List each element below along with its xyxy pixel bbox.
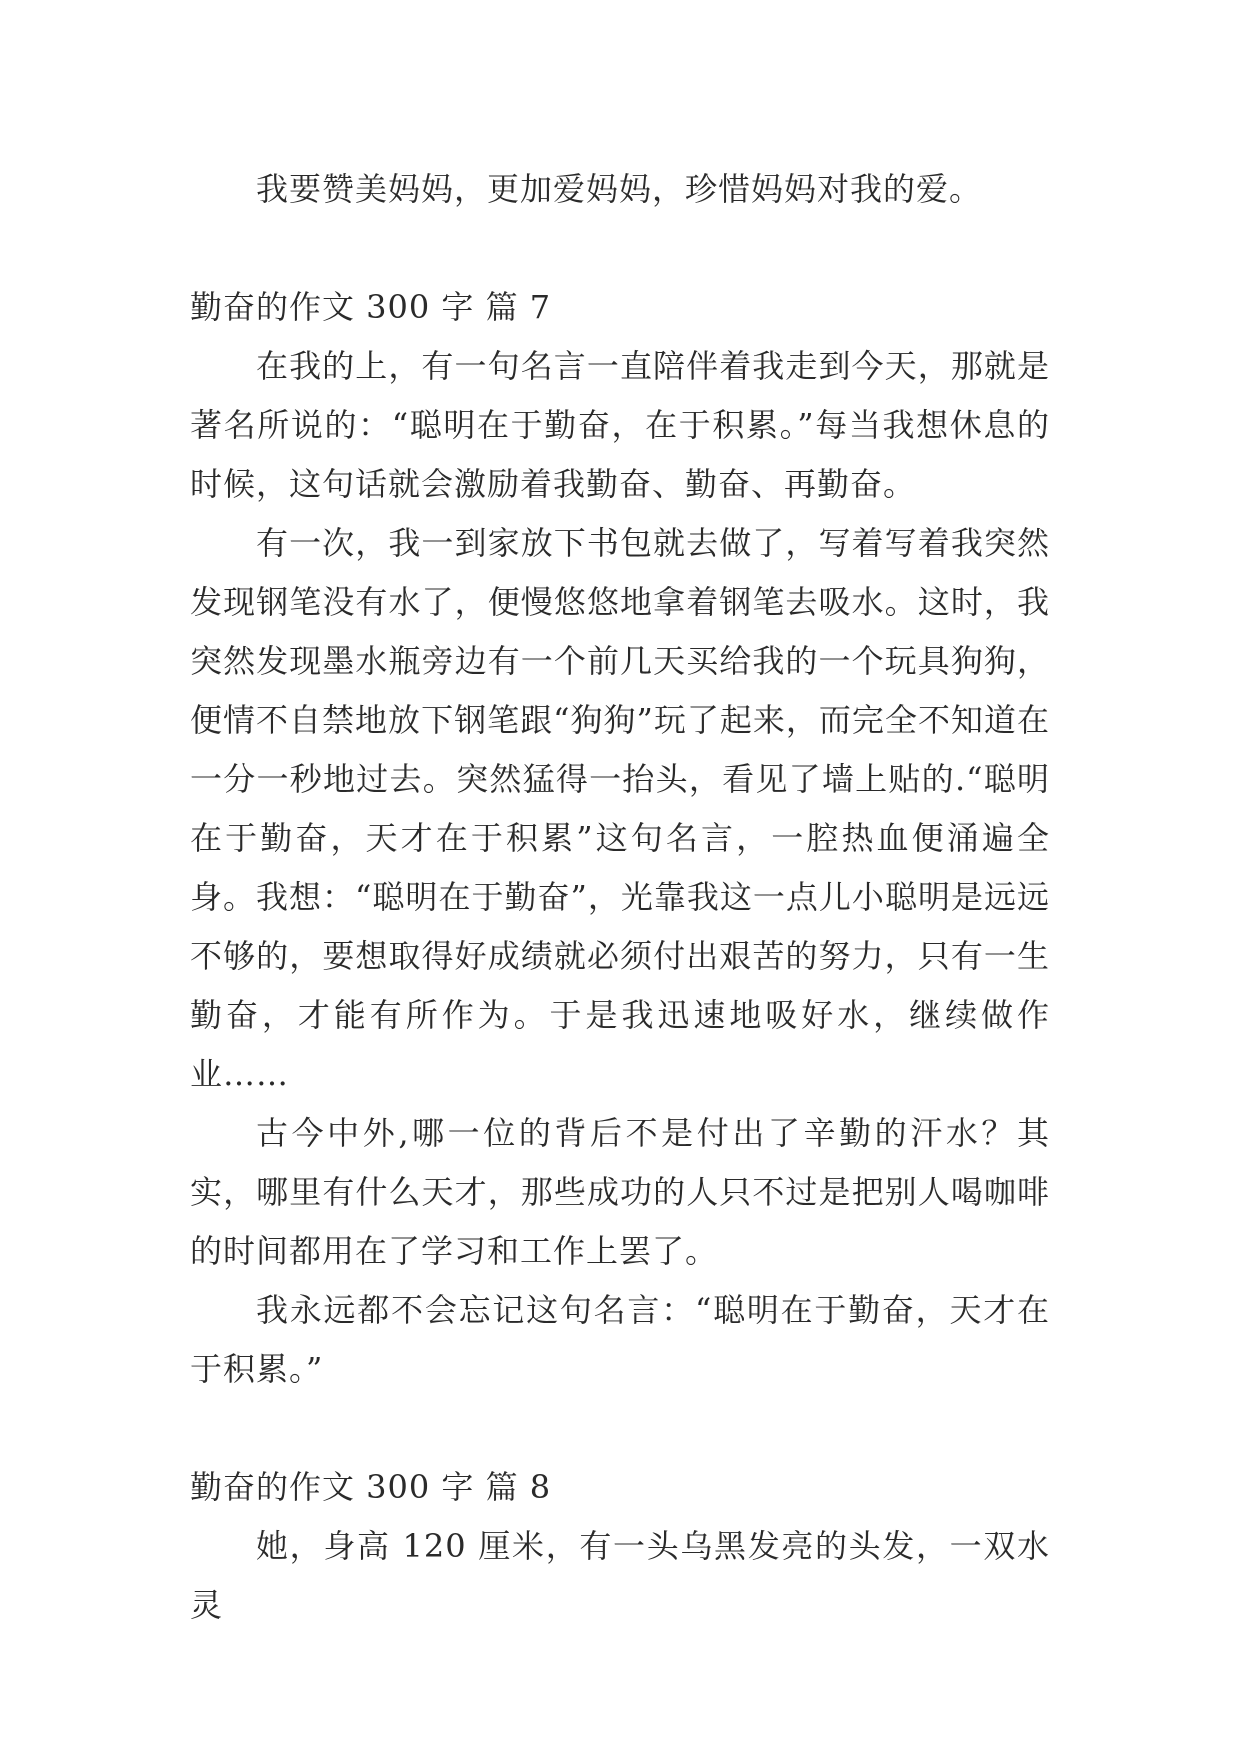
paragraph-7-1: 在我的上，有一句名言一直陪伴着我走到今天，那就是著名所说的：“聪明在于勤奋，在于积累。”每当我想休息的时候，这句话就会激励着我勤奋、勤奋、再勤奋。: [190, 347, 1050, 503]
paragraph-8-1: 她，身高 120 厘米，有一头乌黑发亮的头发，一双水灵: [190, 1527, 1050, 1624]
document-body: [190, 160, 1050, 1635]
section-heading-7: 勤奋的作文 300 字 篇 7: [190, 288, 552, 326]
paragraph-7-4: 我永远都不会忘记这句名言：“聪明在于勤奋，天才在于积累。”: [190, 1291, 1050, 1388]
paragraph-intro: 我要赞美妈妈，更加爱妈妈，珍惜妈妈对我的爱。: [256, 170, 983, 208]
section-heading-8: 勤奋的作文 300 字 篇 8: [190, 1468, 552, 1506]
paragraph-7-3: 古今中外,哪一位的背后不是付出了辛勤的汗水？其实，哪里有什么天才，那些成功的人只不过是把别人喝咖啡的时间都用在了学习和工作上罢了。: [190, 1114, 1050, 1270]
paragraph-7-2: 有一次，我一到家放下书包就去做了，写着写着我突然发现钢笔没有水了，便慢悠悠地拿着钢笔去吸水。这时，我突然发现墨水瓶旁边有一个前几天买给我的一个玩具狗狗，便情不自禁地放下钢笔跟“狗狗”玩了起来，而完全不知道在一分一秒地过去。突然猛得一抬头，看见了墙上贴的.“聪明在于勤奋，天才在于积累”这句名言，一腔热血便涌遍全身。我想：“聪明在于勤奋”，光靠我这一点儿小聪明是远远不够的，要想取得好成绩就必须付出艰苦的努力，只有一生勤奋，才能有所作为。于是我迅速地吸好水，继续做作业……: [190, 524, 1050, 1093]
